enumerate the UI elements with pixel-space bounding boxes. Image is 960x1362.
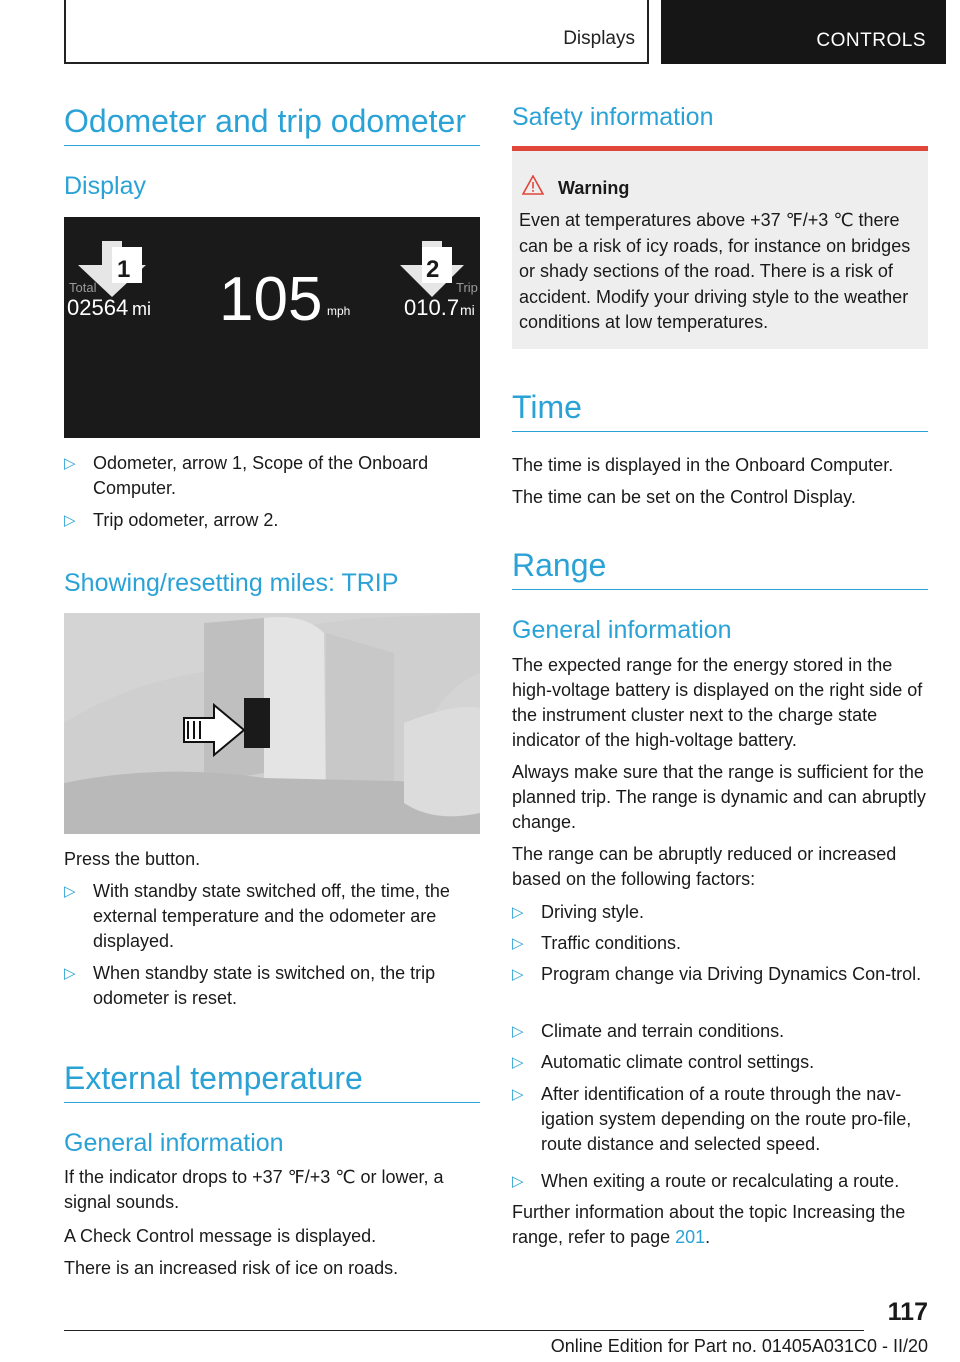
paragraph: The time is displayed in the Onboard Computer. xyxy=(512,455,894,475)
heading-external-temperature: External temperature xyxy=(64,1061,480,1103)
header-section-tab xyxy=(64,0,649,64)
bullet-triangle-icon: ▷ xyxy=(512,1086,524,1103)
trip-button-drawing xyxy=(64,613,480,834)
trip-button-image xyxy=(64,613,480,834)
list-item: ▷ Automatic climate control settings. xyxy=(512,1050,928,1075)
footer-edition: Online Edition for Part no. 01405A031C0 - II/20 xyxy=(550,1336,928,1356)
warning-title: Warning xyxy=(558,178,630,198)
list-item: ▷ Traffic conditions. xyxy=(512,931,928,956)
svg-text:010.7: 010.7 xyxy=(404,295,460,320)
list-item: ▷ Trip odometer, arrow 2. xyxy=(64,508,480,533)
heading-safety-information: Safety information xyxy=(512,103,714,131)
heading-odometer: Odometer and trip odometer xyxy=(64,104,480,146)
page-link-201[interactable]: 201 xyxy=(675,1227,706,1247)
list-item: ▷ Climate and terrain conditions. xyxy=(512,1019,928,1044)
svg-text:Trip: Trip xyxy=(456,280,478,295)
heading-range: Range xyxy=(512,548,928,590)
paragraph: The expected range for the energy stored in the high-voltage battery is displayed on the right side of the instrument cluster next to the charge state indicator of the high-voltage battery. xyxy=(512,655,923,750)
paragraph: Always make sure that the range is sufficient for the planned trip. The range is dynamic and can abruptly change. xyxy=(512,762,926,832)
heading-general-information: General information xyxy=(512,616,732,644)
svg-text:105: 105 xyxy=(219,265,323,334)
bullet-triangle-icon: ▷ xyxy=(512,1054,524,1071)
bullet-triangle-icon: ▷ xyxy=(512,1173,524,1190)
list-item: ▷ When exiting a route or recalculating a route. xyxy=(512,1169,928,1194)
svg-text:mi: mi xyxy=(132,299,151,319)
instrument-cluster-image xyxy=(64,217,480,438)
heading-general-information: General information xyxy=(64,1129,284,1157)
paragraph: If the indicator drops to +37 ℉/+3 ℃ or lower, a signal sounds. xyxy=(64,1167,444,1212)
header-chapter-title: CONTROLS xyxy=(816,30,926,51)
paragraph: There is an increased risk of ice on roads. xyxy=(64,1258,399,1278)
svg-text:Total: Total xyxy=(69,280,97,295)
list-item: ▷ Driving style. xyxy=(512,900,928,925)
heading-display: Display xyxy=(64,172,146,200)
bullet-triangle-icon: ▷ xyxy=(512,935,524,952)
list-item: ▷ After identification of a route through the nav-igation system depending on the route pro-file, route distance and selected speed. xyxy=(512,1084,912,1154)
paragraph: Press the button. xyxy=(64,849,201,869)
page-number: 117 xyxy=(887,1298,928,1326)
footer-divider xyxy=(64,1330,864,1331)
svg-text:mph: mph xyxy=(327,304,351,318)
instrument-cluster-drawing xyxy=(64,217,480,438)
svg-text:mi: mi xyxy=(460,302,475,318)
bullet-triangle-icon: ▷ xyxy=(64,512,76,529)
list-item: ▷ Odometer, arrow 1, Scope of the Onboard Computer. xyxy=(64,453,429,498)
svg-text:2: 2 xyxy=(426,256,440,283)
warning-text: Even at temperatures above +37 ℉/+3 ℃ there can be a risk of icy roads, for instance on bridges or shady sections of the road. There is a risk of accident. Modify your driving style to the weather conditions at low temperatures. xyxy=(519,210,911,332)
list-item: ▷ Program change via Driving Dynamics Con-trol. xyxy=(512,962,928,987)
list-item: ▷ When standby state is switched on, the trip odometer is reset. xyxy=(64,963,436,1008)
bullet-triangle-icon: ▷ xyxy=(512,1023,524,1040)
paragraph: Further information about the topic Increasing the range, refer to page 201. xyxy=(512,1202,906,1247)
bullet-triangle-icon: ▷ xyxy=(512,966,524,983)
paragraph: The time can be set on the Control Display. xyxy=(512,487,856,507)
bullet-triangle-icon: ▷ xyxy=(64,883,76,900)
header-section-title: Displays xyxy=(563,28,635,49)
header-chapter-tab xyxy=(661,0,946,64)
paragraph: A Check Control message is displayed. xyxy=(64,1226,377,1246)
bullet-triangle-icon: ▷ xyxy=(512,904,524,921)
svg-text:1: 1 xyxy=(117,256,131,283)
heading-time: Time xyxy=(512,390,928,432)
warning-triangle-icon xyxy=(522,175,544,195)
paragraph: The range can be abruptly reduced or increased based on the following factors: xyxy=(512,844,897,889)
list-item: ▷ With standby state switched off, the time, the external temperature and the odometer are displayed. xyxy=(64,881,450,951)
bullet-triangle-icon: ▷ xyxy=(64,455,76,472)
warning-box xyxy=(512,146,928,349)
trip-button xyxy=(244,698,270,748)
svg-text:02564: 02564 xyxy=(67,295,129,320)
bullet-triangle-icon: ▷ xyxy=(64,965,76,982)
heading-showing-resetting: Showing/resetting miles: TRIP xyxy=(64,569,399,597)
